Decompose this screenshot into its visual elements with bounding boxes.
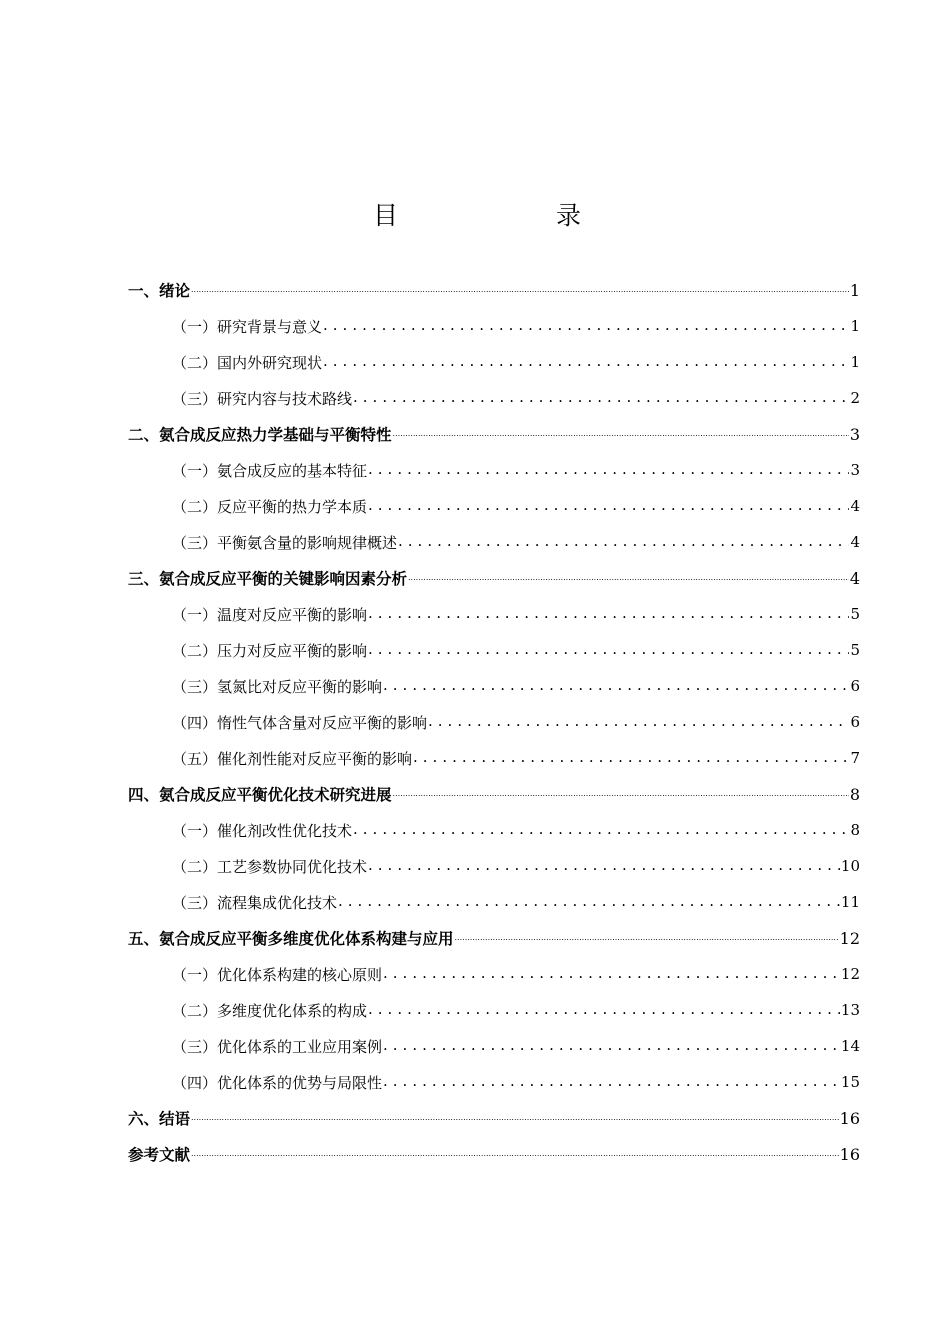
dot-leader <box>383 964 840 984</box>
dot-leader <box>323 316 849 336</box>
dot-leader <box>353 388 849 408</box>
toc-entry-section[interactable] <box>128 596 860 632</box>
toc-entry-chapter[interactable] <box>128 560 860 596</box>
toc-entry-text: （一）温度对反应平衡的影响 <box>172 605 368 624</box>
toc-entry-section[interactable] <box>128 380 860 416</box>
toc-page-number: 2 <box>850 389 860 407</box>
toc-entry-text: （二）压力对反应平衡的影响 <box>172 641 368 660</box>
toc-entry-section[interactable] <box>128 668 860 704</box>
dot-leader <box>413 748 849 768</box>
toc-entry-text: （四）惰性气体含量对反应平衡的影响 <box>172 713 428 732</box>
dot-leader <box>393 424 849 445</box>
toc-page-number: 15 <box>840 1073 860 1091</box>
toc-entry-section[interactable] <box>128 704 860 740</box>
toc-entry-text: 三、氨合成反应平衡的关键影响因素分析 <box>128 570 408 588</box>
toc-page-number: 4 <box>849 568 860 588</box>
toc-entry-text: （三）研究内容与技术路线 <box>172 389 353 408</box>
toc-page-number: 1 <box>849 280 860 300</box>
toc-entry-section[interactable] <box>128 308 860 344</box>
toc-page-number: 4 <box>850 533 860 551</box>
toc-entry-section[interactable] <box>128 956 860 992</box>
dot-leader <box>338 892 840 912</box>
toc-entry-text: 六、结语 <box>128 1110 191 1128</box>
toc-entry-text: （一）氨合成反应的基本特征 <box>172 461 368 480</box>
toc-entry-text: （二）多维度优化体系的构成 <box>172 1001 368 1020</box>
toc-entry-section[interactable] <box>128 452 860 488</box>
toc-entry-chapter[interactable] <box>128 920 860 956</box>
toc-entry-section[interactable] <box>128 632 860 668</box>
dot-leader <box>368 460 849 480</box>
toc-page-number: 16 <box>839 1144 860 1164</box>
dot-leader <box>383 676 849 696</box>
toc-entry-section[interactable] <box>128 1064 860 1100</box>
dot-leader <box>191 280 849 301</box>
toc-list <box>128 272 860 1172</box>
dot-leader <box>191 1144 839 1165</box>
toc-entry-text: （三）平衡氨含量的影响规律概述 <box>172 533 398 552</box>
toc-page-number: 3 <box>850 461 860 479</box>
toc-page-number: 1 <box>850 353 860 371</box>
dot-leader <box>368 1000 840 1020</box>
toc-entry-section[interactable] <box>128 740 860 776</box>
toc-page-number: 8 <box>850 821 860 839</box>
toc-page-number: 10 <box>840 857 860 875</box>
toc-entry-text: （一）研究背景与意义 <box>172 317 323 336</box>
toc-page-number: 12 <box>839 928 860 948</box>
toc-entry-chapter[interactable] <box>128 1100 860 1136</box>
dot-leader <box>383 1036 840 1056</box>
toc-entry-text: （一）催化剂改性优化技术 <box>172 821 353 840</box>
toc-entry-text: （四）优化体系的优势与局限性 <box>172 1073 383 1092</box>
toc-entry-text: 一、绪论 <box>128 282 191 300</box>
toc-page-number: 16 <box>839 1108 860 1128</box>
toc-entry-chapter[interactable] <box>128 1136 860 1172</box>
toc-entry-text: 五、氨合成反应平衡多维度优化体系构建与应用 <box>128 930 454 948</box>
toc-entry-text: （三）氢氮比对反应平衡的影响 <box>172 677 383 696</box>
toc-entry-text: （二）国内外研究现状 <box>172 353 323 372</box>
toc-page-number: 3 <box>849 424 860 444</box>
dot-leader <box>368 856 840 876</box>
toc-entry-section[interactable] <box>128 812 860 848</box>
dot-leader <box>368 496 849 516</box>
toc-page-number: 6 <box>850 677 860 695</box>
toc-entry-section[interactable] <box>128 488 860 524</box>
dot-leader <box>368 604 849 624</box>
toc-entry-text: 二、氨合成反应热力学基础与平衡特性 <box>128 426 392 444</box>
toc-page-number: 5 <box>850 641 860 659</box>
toc-entry-section[interactable] <box>128 344 860 380</box>
toc-entry-chapter[interactable] <box>128 776 860 812</box>
toc-page-number: 8 <box>849 784 860 804</box>
dot-leader <box>455 928 839 949</box>
dot-leader <box>353 820 849 840</box>
toc-entry-text: （二）工艺参数协同优化技术 <box>172 857 368 876</box>
toc-entry-text: 参考文献 <box>128 1146 191 1164</box>
toc-page-number: 12 <box>840 965 860 983</box>
toc-page-number: 13 <box>840 1001 860 1019</box>
toc-entry-section[interactable] <box>128 848 860 884</box>
toc-page-number: 11 <box>840 893 860 911</box>
toc-entry-chapter[interactable] <box>128 416 860 452</box>
toc-entry-chapter[interactable] <box>128 272 860 308</box>
toc-entry-section[interactable] <box>128 884 860 920</box>
toc-page-number: 4 <box>850 497 860 515</box>
toc-entry-text: 四、氨合成反应平衡优化技术研究进展 <box>128 786 392 804</box>
dot-leader <box>393 784 849 805</box>
dot-leader <box>408 568 849 589</box>
toc-title: 目 录 <box>372 201 617 230</box>
toc-page-number: 6 <box>850 713 860 731</box>
toc-page-number: 1 <box>850 317 860 335</box>
toc-entry-section[interactable] <box>128 524 860 560</box>
dot-leader <box>323 352 849 372</box>
dot-leader <box>398 532 849 552</box>
toc-entry-text: （一）优化体系构建的核心原则 <box>172 965 383 984</box>
dot-leader <box>368 640 849 660</box>
dot-leader <box>191 1108 839 1129</box>
toc-page-number: 5 <box>850 605 860 623</box>
toc-page-number: 7 <box>850 749 860 767</box>
toc-entry-text: （三）流程集成优化技术 <box>172 893 338 912</box>
dot-leader <box>428 712 849 732</box>
toc-entry-section[interactable] <box>128 992 860 1028</box>
toc-entry-text: （二）反应平衡的热力学本质 <box>172 497 368 516</box>
toc-page-number: 14 <box>840 1037 860 1055</box>
toc-entry-text: （五）催化剂性能对反应平衡的影响 <box>172 749 413 768</box>
toc-entry-text: （三）优化体系的工业应用案例 <box>172 1037 383 1056</box>
dot-leader <box>383 1072 840 1092</box>
toc-entry-section[interactable] <box>128 1028 860 1064</box>
